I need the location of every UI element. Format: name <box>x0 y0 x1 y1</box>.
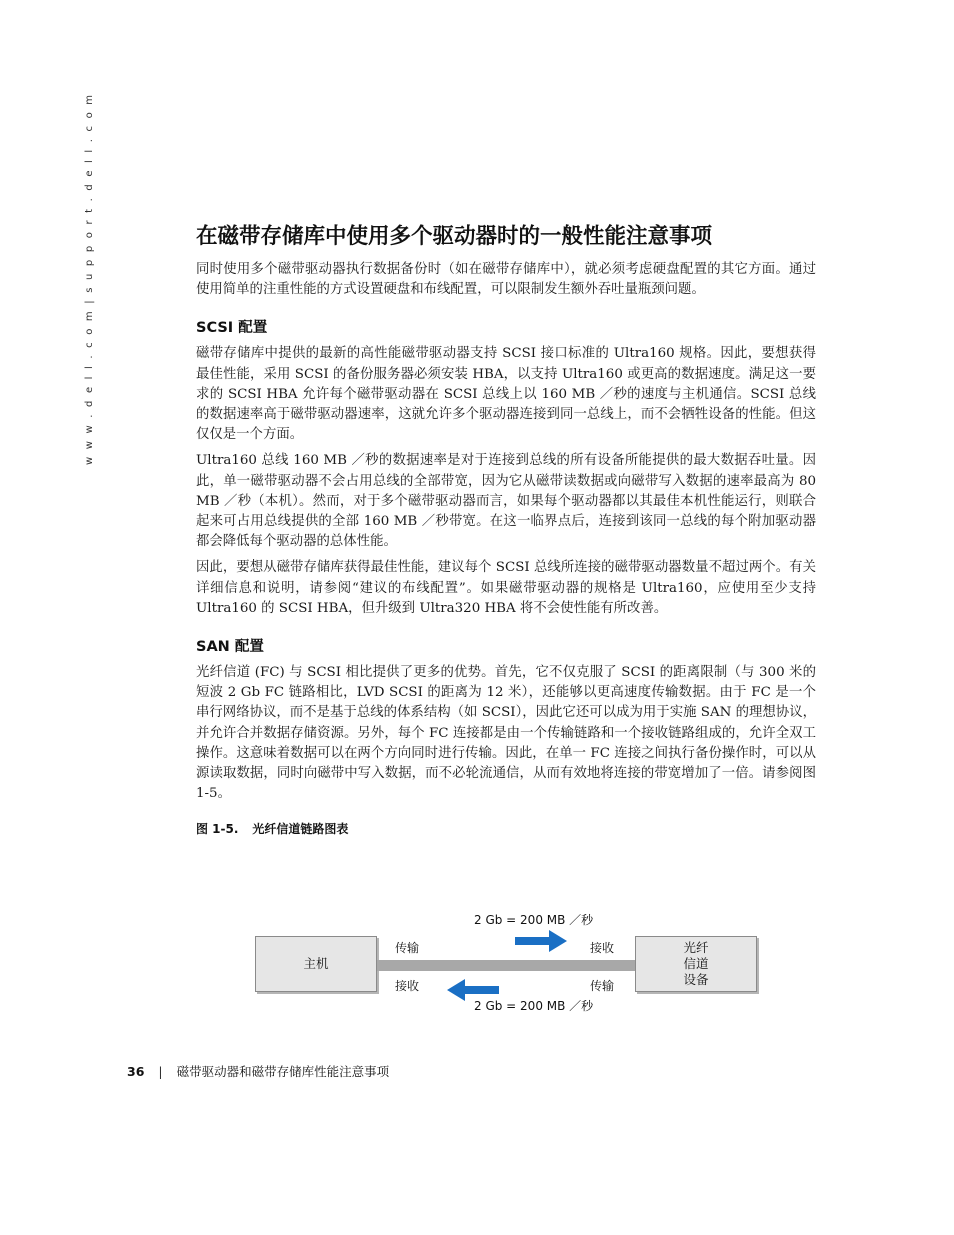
arrow-left-icon <box>447 979 499 1001</box>
scsi-paragraph-2: Ultra160 总线 160 MB ／秒的数据速率是对于连接到总线的所有设备所能提供的最大数据吞吐量。因此，单一磁带驱动器不会占用总线的全部带宽，因为它从磁带读数据或向磁带写入数据的速率最高为 80 MB ／秒（本机）。然而，对于多个磁带驱动器而言，如果每个驱动器都以其最佳本机性能运行，则联合起来可占用总线提供的全部 160 MB ／秒带宽。在这一临界点后，连接到该同一总线的每个附加驱动器都会降低每个驱动器的总体性能。 <box>196 453 816 550</box>
arrow-left-shape <box>447 979 499 1001</box>
fc-device-box <box>635 936 757 992</box>
side-url: w w w . d e l l . c o m | s u p p o r t . d e l l . c o m <box>84 92 95 465</box>
receive-left-label: 接收 <box>395 979 420 993</box>
fc-link-bar <box>377 960 635 971</box>
main-content <box>196 222 816 838</box>
san-heading: SAN 配置 <box>196 639 264 656</box>
figure-number: 图 1-5. <box>196 822 239 837</box>
fc-link-diagram <box>253 905 763 1017</box>
rate-top-label: 2 Gb = 200 MB ／秒 <box>474 913 594 927</box>
host-box <box>255 936 377 992</box>
page-footer <box>127 1062 389 1082</box>
fc-device-label: 光纤 信道 设备 <box>683 940 709 987</box>
host-label: 主机 <box>303 956 329 971</box>
page-title: 在磁带存储库中使用多个驱动器时的一般性能注意事项 <box>196 224 713 249</box>
scsi-heading: SCSI 配置 <box>196 320 268 337</box>
intro-paragraph: 同时使用多个磁带驱动器执行数据备份时（如在磁带存储库中），就必须考虑硬盘配置的其它方面。通过使用简单的注重性能的方式设置硬盘和布线配置，可以限制发生额外吞吐量瓶颈问题。 <box>196 262 816 298</box>
figure-caption <box>196 820 816 838</box>
scsi-paragraph-3: 因此，要想从磁带存储库获得最佳性能，建议每个 SCSI 总线所连接的磁带驱动器数量不超过两个。有关详细信息和说明，请参阅“建议的布线配置”。如果磁带驱动器的规格是 Ultra160，应使用至少支持 Ultra160 的 SCSI HBA，但升级到 Ultra320 HBA 将不会使性能有所改善。 <box>196 560 816 616</box>
receive-right-label: 接收 <box>590 941 615 955</box>
scsi-paragraph-1: 磁带存储库中提供的最新的高性能磁带驱动器支持 SCSI 接口标准的 Ultra160 规格。因此，要想获得最佳性能，采用 SCSI 的备份服务器必须安装 HBA，以支持 Ultra160 或更高的数据速度。满足这一要求的 SCSI HBA 允许每个磁带驱动器在 SCSI 总线上以 160 MB ／秒的速度与主机通信。SCSI 总线的数据速率高于磁带驱动器速率，这就允许多个驱动器连接到同一总线上，而不会牺牲设备的性能。但这仅仅是一个方面。 <box>196 346 816 443</box>
san-paragraph-1: 光纤信道 (FC) 与 SCSI 相比提供了更多的优势。首先，它不仅克服了 SCSI 的距离限制（与 300 米的短波 2 Gb FC 链路相比，LVD SCSI 的距离为 12 米），还能够以更高速度传输数据。由于 FC 是一个串行网络协议，而不是基于总线的体系结构（如 SCSI），因此它还可以成为用于实施 SAN 的理想协议，并允许合并数据存储资源。另外，每个 FC 连接都是由一个传输链路和一个接收链路组成的，允许全双工操作。这意味着数据可以在两个方向同时进行传输。因此，在单一 FC 连接之间执行备份操作时，可以从源读取数据，同时向磁带中写入数据，而不必轮流通信，从而有效地将连接的带宽增加了一倍。请参阅图 1-5。 <box>196 665 816 802</box>
page-number: 36 <box>127 1064 145 1079</box>
footer-separator: | <box>158 1064 163 1079</box>
arrow-right-shape <box>515 930 567 952</box>
footer-chapter: 磁带驱动器和磁带存储库性能注意事项 <box>176 1064 390 1079</box>
transmit-right-label: 传输 <box>590 979 615 993</box>
figure-title: 光纤信道链路图表 <box>252 822 349 837</box>
arrow-right-icon <box>515 930 567 952</box>
transmit-left-label: 传输 <box>395 941 420 955</box>
rate-bottom-label: 2 Gb = 200 MB ／秒 <box>474 999 594 1013</box>
